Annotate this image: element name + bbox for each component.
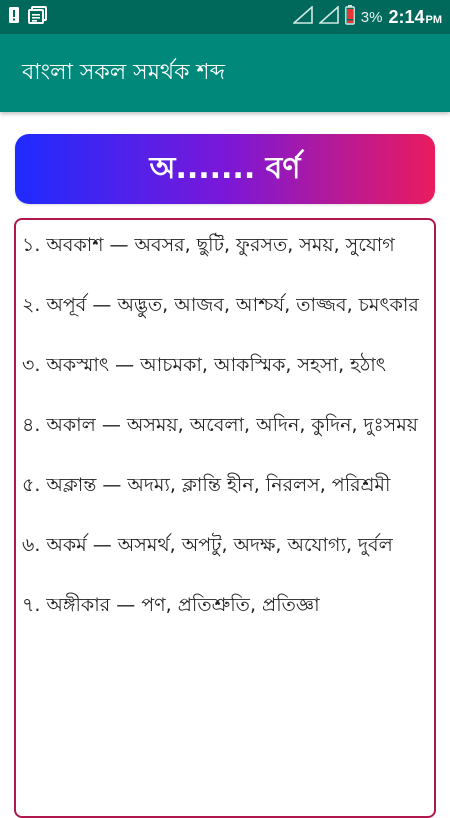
list-item: ৩. অকস্মাৎ — আচমকা, আকস্মিক, সহসা, হঠাৎ <box>22 354 386 376</box>
list-item: ৪. অকাল — অসময়, অবেলা, অদিন, কুদিন, দুঃসময় <box>22 414 418 436</box>
list-item: ৭. অঙ্গীকার — পণ, প্রতিশ্রুতি, প্রতিজ্ঞা <box>22 594 320 616</box>
app-title: বাংলা সকল সমর্থক শব্দ <box>22 59 226 85</box>
synonym-list[interactable] <box>14 218 436 818</box>
status-bar <box>0 0 450 34</box>
list-item: ৫. অক্লান্ত — অদম্য, ক্লান্তি হীন, নিরলস, পরিশ্রমী <box>22 474 391 496</box>
list-item: ১. অবকাশ — অবসর, ছুটি, ফুরসত, সময়, সুযোগ <box>22 234 395 256</box>
list-item: ৬. অকর্ম — অসমর্থ, অপটু, অদক্ষ, অযোগ্য, দুর্বল <box>22 534 393 556</box>
notes-icon <box>28 6 48 28</box>
alert-icon <box>8 6 20 28</box>
section-title: অ....... বর্ণ <box>149 150 301 186</box>
battery-low-icon <box>345 5 355 29</box>
section-header <box>15 134 435 204</box>
signal-icon <box>319 6 339 28</box>
clock-time: 2:14PM <box>388 6 442 27</box>
app-bar <box>0 34 450 112</box>
signal-icon <box>293 6 313 28</box>
battery-percent: 3% <box>360 8 383 26</box>
list-item: ২. অপূর্ব — অদ্ভুত, আজব, আশ্চর্য, তাজ্জব, চমৎকার <box>22 294 419 316</box>
